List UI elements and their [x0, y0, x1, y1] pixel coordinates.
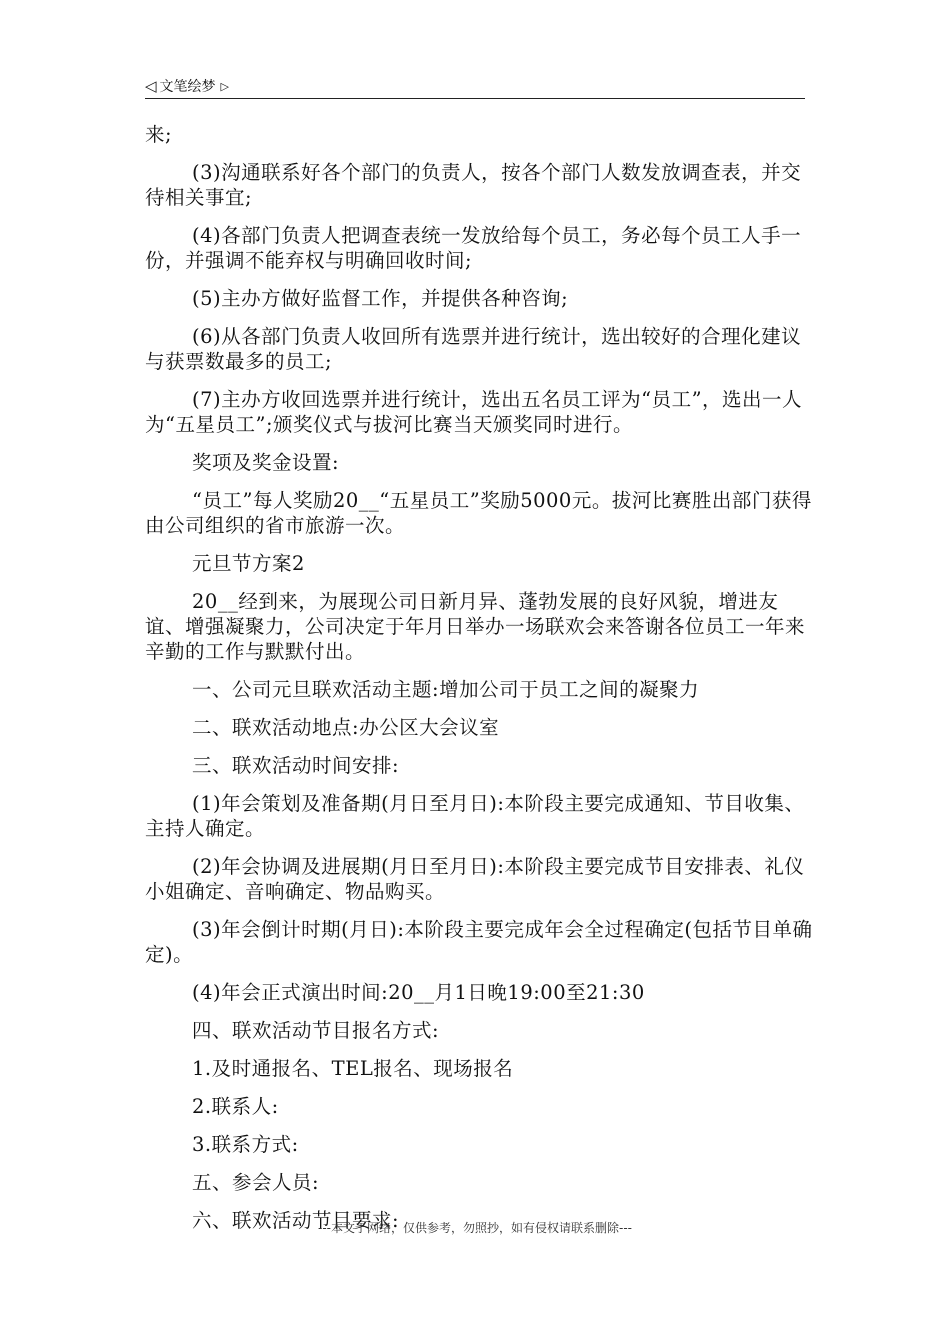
page-header	[145, 74, 805, 98]
section-heading: 四、联欢活动节目报名方式:	[192, 1019, 440, 1042]
header-brand: 文笔绘梦	[159, 79, 216, 95]
document-body	[145, 122, 815, 1233]
right-triangle-icon: ▷	[220, 79, 230, 93]
paragraph: (3)年会倒计时期(月日):本阶段主要完成年会全过程确定(包括节目单确定)。	[145, 918, 813, 966]
list-item: 1.及时通报名、TEL报名、现场报名	[192, 1057, 514, 1080]
paragraph: 来;	[145, 123, 173, 146]
section-heading: 五、参会人员:	[192, 1171, 320, 1194]
paragraph: (7)主办方收回选票并进行统计，选出五名员工评为“员工”，选出一人为“五星员工”;颁奖仪式与拔河比赛当天颁奖同时进行。	[145, 388, 803, 436]
paragraph: (3)沟通联系好各个部门的负责人，按各个部门人数发放调查表，并交待相关事宜;	[145, 161, 802, 209]
page-footer: ---本文于网络，仅供参考，勿照抄，如有侵权请联系删除---	[318, 1221, 632, 1235]
section-heading: 一、公司元旦联欢活动主题:增加公司于员工之间的凝聚力	[192, 678, 700, 701]
section-title: 元旦节方案2	[192, 552, 305, 575]
header-divider	[145, 98, 805, 99]
paragraph: (4)各部门负责人把调查表统一发放给每个员工，务必每个员工人手一份，并强调不能弃权与明确回收时间;	[145, 224, 802, 272]
paragraph: (5)主办方做好监督工作，并提供各种咨询;	[192, 287, 569, 310]
paragraph: (1)年会策划及准备期(月日至月日):本阶段主要完成通知、节目收集、主持人确定。	[145, 792, 805, 840]
paragraph: (4)年会正式演出时间:20__月1日晚19:00至21:30	[192, 981, 645, 1004]
list-item: 2.联系人:	[192, 1095, 279, 1118]
paragraph: “员工”每人奖励20__“五星员工”奖励5000元。拔河比赛胜出部门获得由公司组织的省市旅游一次。	[145, 489, 812, 537]
section-heading: 六、联欢活动节目要求:	[192, 1209, 400, 1232]
section-heading: 奖项及奖金设置:	[192, 451, 340, 474]
left-triangle-icon: ◁	[145, 76, 157, 95]
paragraph: (2)年会协调及进展期(月日至月日):本阶段主要完成节目安排表、礼仪小姐确定、音响确定、物品购买。	[145, 855, 805, 903]
section-heading: 二、联欢活动地点:办公区大会议室	[192, 716, 500, 739]
list-item: 3.联系方式:	[192, 1133, 299, 1156]
paragraph: 20__经到来，为展现公司日新月异、蓬勃发展的良好风貌，增进友谊、增强凝聚力，公司决定于年月日举办一场联欢会来答谢各位员工一年来辛勤的工作与默默付出。	[145, 590, 806, 663]
section-heading: 三、联欢活动时间安排:	[192, 754, 400, 777]
paragraph: (6)从各部门负责人收回所有选票并进行统计，选出较好的合理化建议与获票数最多的员工;	[145, 325, 802, 373]
